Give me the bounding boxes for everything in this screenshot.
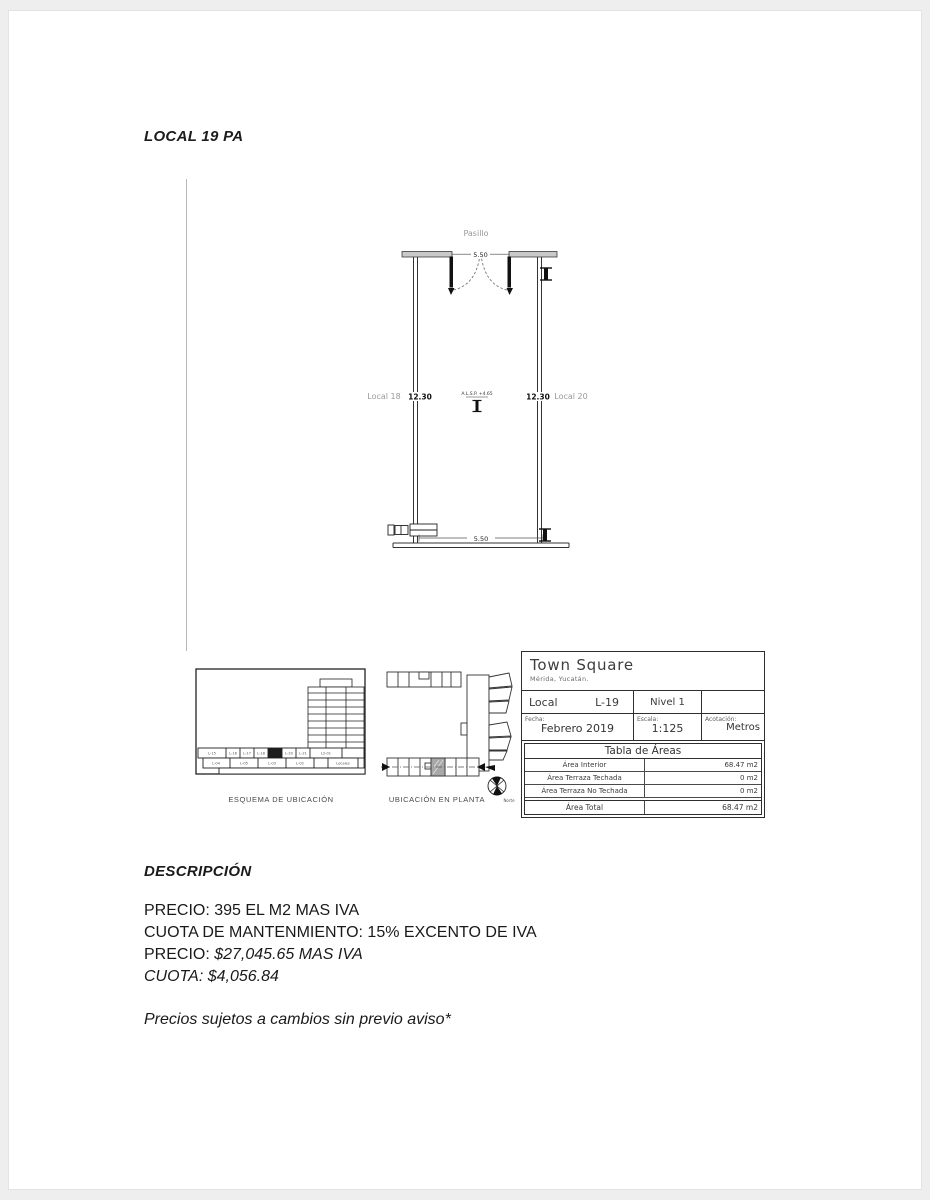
price-line: PRECIO: 395 EL M2 MAS IVA bbox=[144, 902, 360, 919]
top-dim-label: 5.50 bbox=[473, 251, 488, 259]
page-sheet bbox=[8, 10, 922, 1190]
escala-value: 1:125 bbox=[651, 722, 684, 735]
esquema-drawing bbox=[195, 667, 367, 777]
left-dim-label: 12.30 bbox=[408, 392, 432, 402]
area-label: Área Terraza Techada bbox=[525, 772, 645, 784]
locales-row-bottom bbox=[203, 758, 358, 768]
escala-label: Escala: bbox=[637, 716, 659, 723]
description-section bbox=[144, 863, 764, 988]
project-city: Mérida, Yucatán. bbox=[530, 675, 589, 683]
neighbor-left-label: Local 18 bbox=[367, 392, 401, 401]
svg-text:L-20: L-20 bbox=[285, 751, 293, 756]
svg-text:L-15: L-15 bbox=[208, 751, 216, 756]
price-total-prefix: PRECIO: bbox=[144, 946, 215, 963]
highlighted-local-cell bbox=[268, 748, 282, 758]
local-row bbox=[522, 690, 764, 713]
planta-caption: UBICACIÓN EN PLANTA bbox=[388, 795, 486, 804]
stair-detail bbox=[388, 524, 437, 536]
double-door bbox=[448, 257, 513, 296]
escala-cell bbox=[633, 714, 701, 740]
planta-drawing bbox=[381, 659, 521, 804]
north-label: Norte bbox=[503, 798, 515, 803]
base-strip bbox=[219, 768, 365, 774]
svg-text:L-05: L-05 bbox=[240, 761, 248, 766]
titleblock bbox=[521, 651, 765, 818]
level-value: Nivel 1 bbox=[650, 696, 685, 708]
fecha-value: Febrero 2019 bbox=[540, 722, 615, 735]
acotacion-cell bbox=[701, 714, 764, 740]
angled-units-top bbox=[489, 673, 512, 713]
price-total-line bbox=[144, 944, 764, 966]
bottom-dim-label: 5.50 bbox=[473, 535, 489, 543]
project-name: Town Square bbox=[530, 656, 634, 674]
central-block bbox=[461, 675, 489, 771]
areas-title: Tabla de Áreas bbox=[525, 744, 761, 759]
esquema-caption: ESQUEMA DE UBICACIÓN bbox=[228, 795, 334, 804]
top-units-strip bbox=[387, 672, 461, 687]
planta-panel bbox=[381, 659, 521, 811]
bottom-wall bbox=[393, 543, 569, 548]
total-row bbox=[525, 801, 761, 814]
local-label: Local bbox=[529, 695, 558, 709]
fecha-label: Fecha: bbox=[525, 716, 545, 723]
areas-table bbox=[522, 740, 764, 817]
svg-text:Locales: Locales bbox=[336, 761, 350, 766]
area-label: Área Interior bbox=[525, 759, 645, 771]
maintenance-line: CUOTA DE MANTENMIENTO: 15% EXCENTO DE IVA bbox=[144, 924, 537, 941]
drawing-left-border bbox=[186, 179, 187, 651]
level-cell bbox=[633, 691, 701, 713]
area-value: 68.47 m2 bbox=[724, 761, 758, 769]
description-heading: DESCRIPCIÓN bbox=[144, 863, 252, 880]
fecha-cell bbox=[522, 714, 633, 740]
area-value: 0 m2 bbox=[740, 787, 758, 795]
pasillo-label: Pasillo bbox=[463, 229, 489, 238]
svg-text:L-21: L-21 bbox=[299, 751, 307, 756]
empty-cell bbox=[701, 691, 764, 713]
local-cell bbox=[522, 691, 633, 713]
doc-title: LOCAL 19 PA bbox=[144, 128, 244, 145]
svg-text:L2-01: L2-01 bbox=[320, 751, 332, 756]
svg-text:L-16: L-16 bbox=[229, 751, 237, 756]
acotacion-label: Acotación: bbox=[705, 716, 737, 723]
titleblock-header bbox=[522, 652, 764, 690]
table-row bbox=[525, 759, 761, 772]
acotacion-value: Metros bbox=[726, 722, 760, 733]
total-label: Área Total bbox=[525, 801, 645, 814]
area-value: 0 m2 bbox=[740, 774, 758, 782]
floor-plan-drawing bbox=[339, 216, 639, 576]
cuota-line: CUOTA: $4,056.84 bbox=[144, 968, 279, 985]
total-value: 68.47 m2 bbox=[722, 803, 758, 812]
disclaimer-footnote: Precios sujetos a cambios sin previo aviso* bbox=[144, 1011, 451, 1028]
meta-row bbox=[522, 713, 764, 740]
price-total-amount: $27,045.65 MAS IVA bbox=[214, 946, 363, 963]
right-dim-label: 12.30 bbox=[526, 392, 550, 402]
area-label: Área Terraza No Techada bbox=[525, 785, 645, 797]
column-icon bbox=[539, 529, 551, 541]
table-row bbox=[525, 772, 761, 785]
svg-text:L-18: L-18 bbox=[257, 751, 265, 756]
table-row bbox=[525, 785, 761, 798]
angled-units-bottom bbox=[489, 722, 511, 760]
svg-text:L-03: L-03 bbox=[268, 761, 276, 766]
neighbor-right-label: Local 20 bbox=[554, 392, 588, 401]
column-icon bbox=[473, 401, 482, 412]
local-value: L-19 bbox=[595, 695, 619, 709]
svg-text:L-17: L-17 bbox=[243, 751, 251, 756]
level-note: A.L.S.P. +4.65 bbox=[461, 392, 493, 397]
svg-text:L-02: L-02 bbox=[296, 761, 304, 766]
esquema-panel bbox=[195, 667, 367, 809]
svg-text:L-04: L-04 bbox=[212, 761, 220, 766]
